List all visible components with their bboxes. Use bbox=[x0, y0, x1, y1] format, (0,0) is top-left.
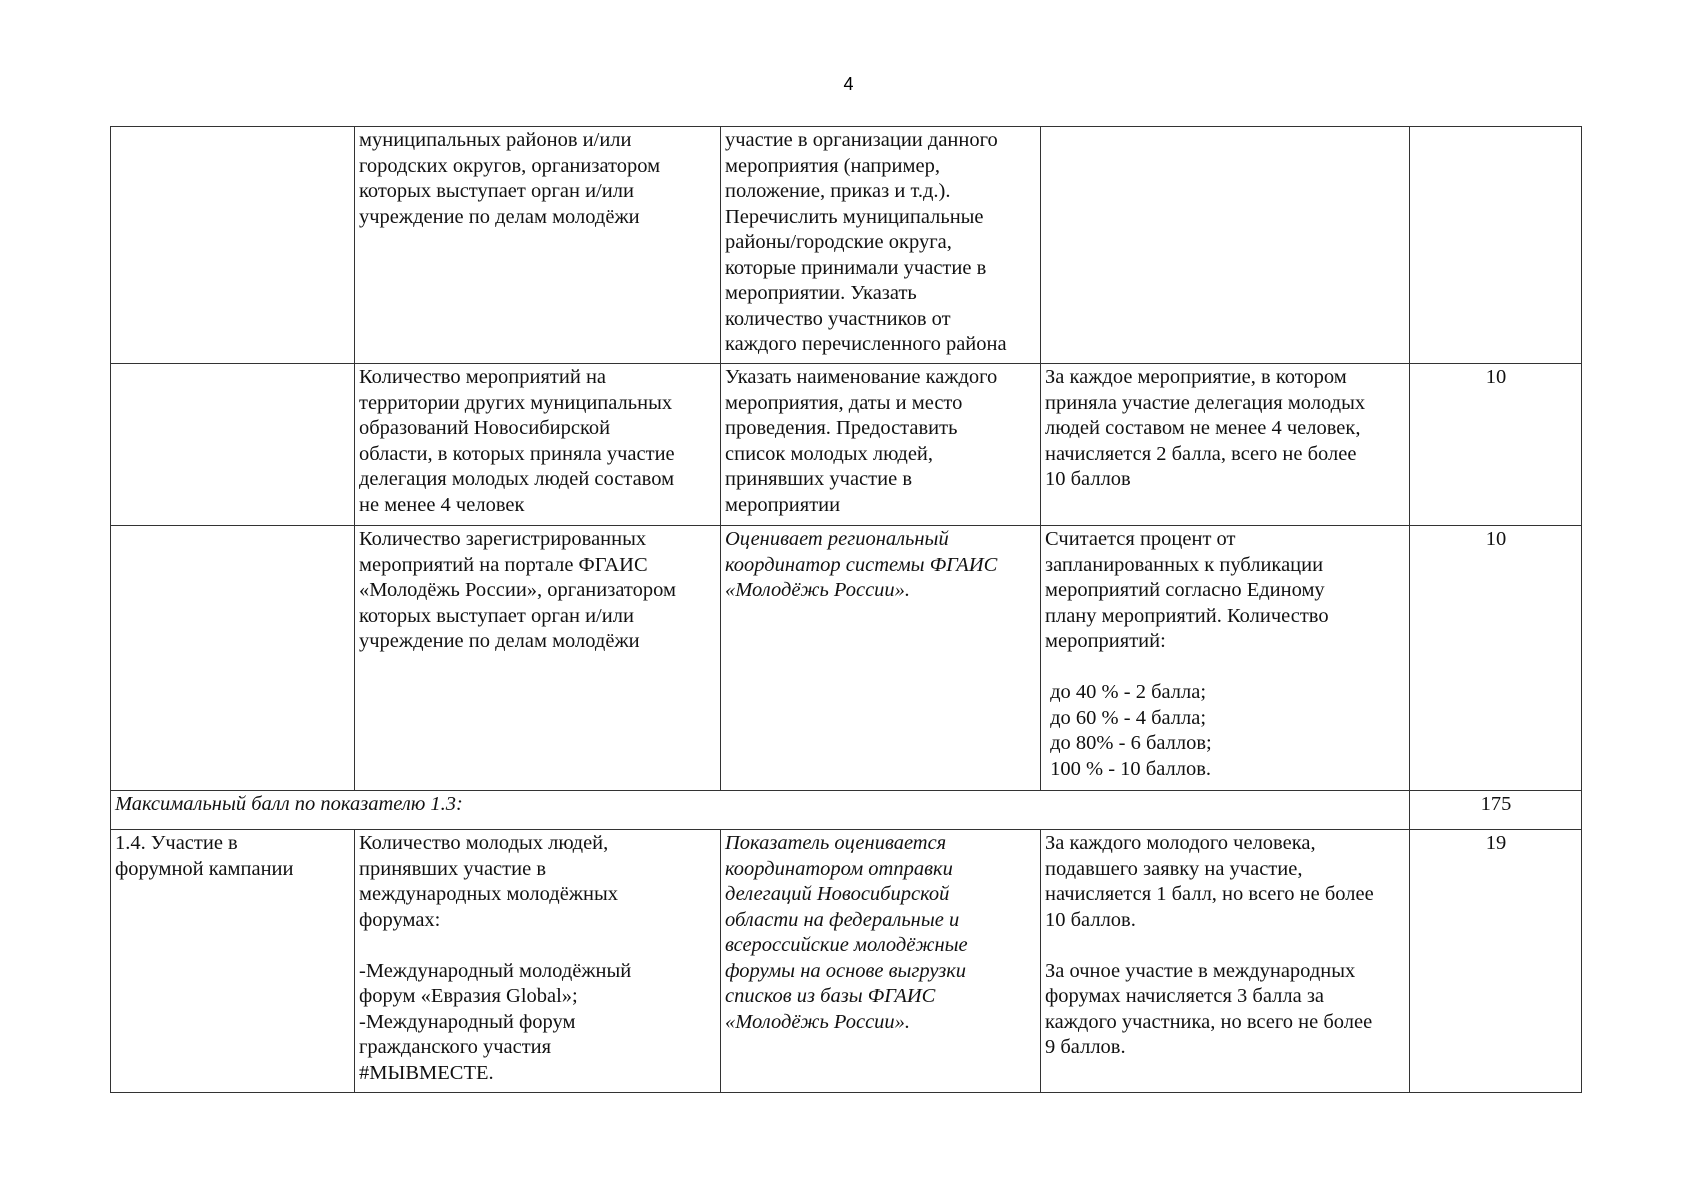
text-line: За каждое мероприятие, в котором bbox=[1045, 366, 1347, 388]
text-line: Показатель оценивается bbox=[725, 832, 947, 854]
text-line: Количество молодых людей, bbox=[359, 832, 609, 854]
text-line: #МЫВМЕСТЕ. bbox=[359, 1061, 494, 1084]
text-line: подавшего заявку на участие, bbox=[1045, 857, 1303, 880]
text-line: мероприятии. Указать bbox=[725, 282, 917, 304]
text-line: делегаций Новосибирской bbox=[725, 883, 950, 905]
text-line: мероприятий: bbox=[1045, 630, 1166, 652]
source-cell bbox=[721, 364, 1041, 526]
criteria-table bbox=[110, 126, 1582, 1093]
table-row-total bbox=[111, 791, 1582, 830]
text-line: форумах начисляется 3 балла за bbox=[1045, 985, 1325, 1007]
text-line: до 80% - 6 баллов; bbox=[1045, 732, 1212, 754]
total-label-cell: Максимальный балл по показателю 1.3: bbox=[111, 791, 1410, 830]
section-cell bbox=[111, 526, 355, 791]
indicator-cell bbox=[355, 364, 721, 526]
text-line: территории других муниципальных bbox=[359, 391, 673, 414]
text-line: список молодых людей, bbox=[725, 442, 934, 465]
text-line: За каждого молодого человека, bbox=[1045, 832, 1316, 854]
max-score-cell: 10 bbox=[1410, 526, 1582, 791]
total-value-cell: 175 bbox=[1410, 791, 1582, 830]
indicator-cell bbox=[355, 127, 721, 364]
text-line: людей составом не менее 4 человек, bbox=[1045, 417, 1361, 439]
text-line: Указать наименование каждого bbox=[725, 366, 998, 388]
text-line: За очное участие в международных bbox=[1045, 959, 1356, 982]
text-line: -Международный молодёжный bbox=[359, 959, 632, 982]
text-line: городских округов, организатором bbox=[359, 154, 661, 177]
text-line: принявших участие в bbox=[359, 857, 546, 880]
max-score-cell: 19 bbox=[1410, 830, 1582, 1093]
text-line: Считается процент от bbox=[1045, 528, 1236, 550]
blank-line bbox=[1045, 933, 1406, 959]
scoring-cell bbox=[1041, 127, 1410, 364]
scoring-cell bbox=[1041, 830, 1410, 1093]
text-line: 10 баллов. bbox=[1045, 908, 1136, 931]
text-line: учреждение по делам молодёжи bbox=[359, 630, 640, 652]
section-cell bbox=[111, 830, 355, 1093]
text-line: начисляется 2 балла, всего не более bbox=[1045, 442, 1357, 465]
text-line: которые принимали участие в bbox=[725, 256, 987, 279]
indicator-cell bbox=[355, 830, 721, 1093]
text-line: «Молодёжь России», организатором bbox=[359, 579, 676, 601]
text-line: форум «Евразия Global»; bbox=[359, 985, 578, 1007]
text-line: «Молодёжь России». bbox=[725, 1010, 911, 1033]
text-line: списков из базы ФГАИС bbox=[725, 985, 936, 1007]
text-line: районы/городские округа, bbox=[725, 231, 952, 253]
text-line: мероприятия, даты и место bbox=[725, 391, 963, 414]
table-row bbox=[111, 364, 1582, 526]
text-line: форумах: bbox=[359, 908, 441, 931]
blank-line bbox=[359, 933, 717, 959]
text-line: Количество мероприятий на bbox=[359, 366, 607, 388]
text-line: начисляется 1 балл, но всего не более bbox=[1045, 883, 1374, 905]
max-score-cell bbox=[1410, 127, 1582, 364]
text-line: которых выступает орган и/или bbox=[359, 180, 634, 202]
text-line: которых выступает орган и/или bbox=[359, 604, 634, 627]
text-line: Количество зарегистрированных bbox=[359, 528, 647, 550]
text-line: запланированных к публикации bbox=[1045, 553, 1324, 576]
source-cell bbox=[721, 127, 1041, 364]
table-row bbox=[111, 127, 1582, 364]
text-line: проведения. Предоставить bbox=[725, 417, 958, 439]
text-line: мероприятий на портале ФГАИС bbox=[359, 553, 648, 576]
text-line: участие в организации данного bbox=[725, 129, 998, 151]
text-line: учреждение по делам молодёжи bbox=[359, 205, 640, 228]
text-line: координатор системы ФГАИС bbox=[725, 553, 998, 576]
text-line: образований Новосибирской bbox=[359, 417, 611, 439]
text-line: муниципальных районов и/или bbox=[359, 129, 632, 151]
text-line: 100 % - 10 баллов. bbox=[1045, 757, 1212, 780]
source-cell bbox=[721, 526, 1041, 791]
text-line: 1.4. Участие в bbox=[115, 832, 238, 854]
section-cell bbox=[111, 127, 355, 364]
section-cell bbox=[111, 364, 355, 526]
text-line: Перечислить муниципальные bbox=[725, 205, 984, 228]
scoring-cell bbox=[1041, 526, 1410, 791]
text-line: области на федеральные и bbox=[725, 908, 960, 931]
table-row bbox=[111, 830, 1582, 1093]
text-line: всероссийские молодёжные bbox=[725, 934, 968, 956]
text-line: координатором отправки bbox=[725, 857, 953, 880]
blank-line bbox=[1045, 655, 1406, 681]
text-line: форумной кампании bbox=[115, 857, 294, 880]
source-cell bbox=[721, 830, 1041, 1093]
text-line: мероприятий согласно Единому bbox=[1045, 579, 1325, 601]
text-line: «Молодёжь России». bbox=[725, 579, 911, 601]
table-row bbox=[111, 526, 1582, 791]
text-line: количество участников от bbox=[725, 307, 951, 330]
text-line: каждого перечисленного района bbox=[725, 333, 1007, 355]
text-line: 9 баллов. bbox=[1045, 1036, 1126, 1058]
indicator-cell bbox=[355, 526, 721, 791]
text-line: международных молодёжных bbox=[359, 883, 618, 905]
text-line: до 60 % - 4 балла; bbox=[1045, 706, 1207, 729]
text-line: приняла участие делегация молодых bbox=[1045, 391, 1366, 414]
max-score-cell: 10 bbox=[1410, 364, 1582, 526]
text-line: принявших участие в bbox=[725, 468, 912, 490]
text-line: области, в которых приняла участие bbox=[359, 442, 675, 465]
text-line: -Международный форум bbox=[359, 1010, 576, 1033]
text-line: гражданского участия bbox=[359, 1036, 552, 1058]
text-line: мероприятия (например, bbox=[725, 154, 940, 177]
scoring-cell bbox=[1041, 364, 1410, 526]
text-line: Оценивает региональный bbox=[725, 528, 949, 550]
text-line: мероприятии bbox=[725, 493, 841, 516]
text-line: 10 баллов bbox=[1045, 468, 1131, 490]
text-line: каждого участника, но всего не более bbox=[1045, 1010, 1373, 1033]
text-line: делегация молодых людей составом bbox=[359, 468, 675, 490]
text-line: до 40 % - 2 балла; bbox=[1045, 681, 1207, 703]
text-line: плану мероприятий. Количество bbox=[1045, 604, 1329, 627]
text-line: положение, приказ и т.д.). bbox=[725, 180, 951, 202]
page-number: 4 bbox=[843, 74, 854, 94]
text-line: не менее 4 человек bbox=[359, 493, 525, 516]
text-line: форумы на основе выгрузки bbox=[725, 959, 967, 982]
